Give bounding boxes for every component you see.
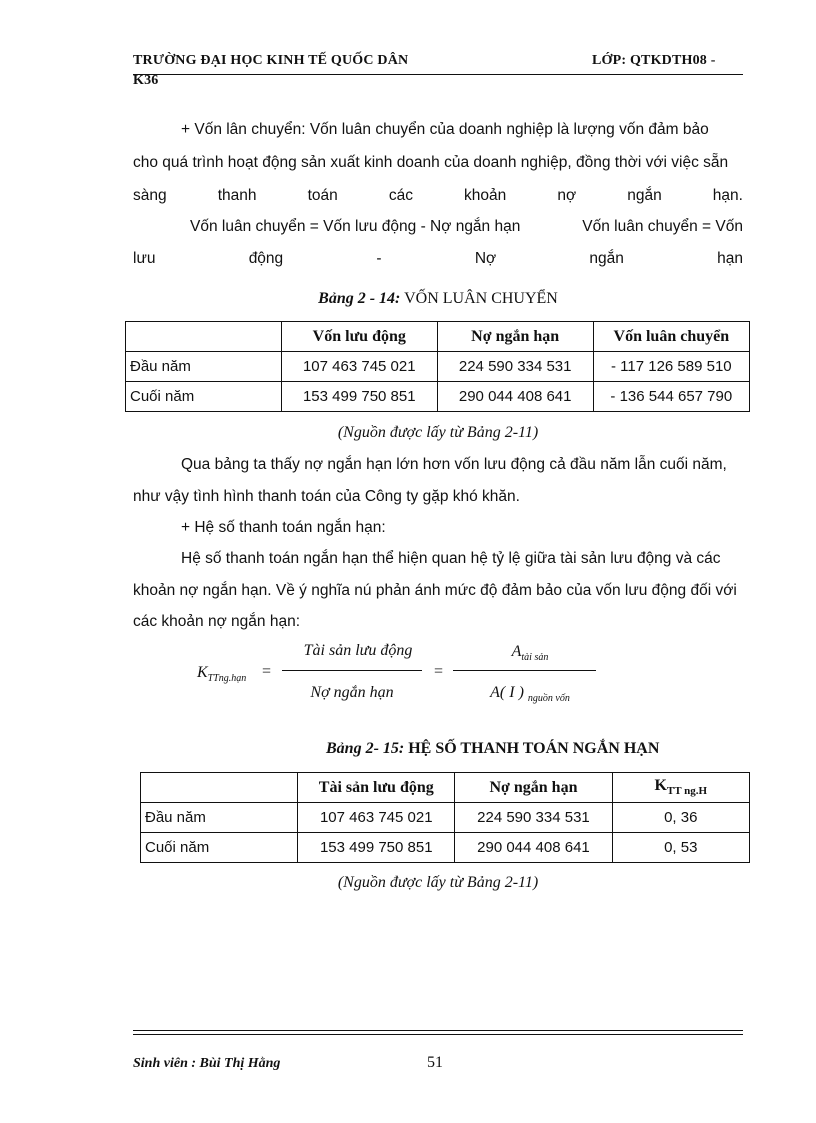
table-row (126, 352, 750, 382)
table-header-cell: Nợ ngắn hạn (437, 322, 593, 352)
table-cell: - 136 544 657 790 (593, 382, 749, 412)
table-liquidity-ratio (140, 772, 750, 863)
header-divider (133, 74, 743, 75)
k-header-sub: TT ng.H (666, 785, 708, 798)
table-header-cell (126, 322, 282, 352)
text-line: + Vốn lân chuyển: Vốn luân chuyển của doanh nghiệp là lượng vốn đảm bảo (181, 121, 709, 138)
table14-caption-title: VỐN LUÂN CHUYỂN (404, 290, 558, 307)
formula-text-a: Vốn luân chuyển = Vốn lưu động - Nợ ngắn hạn (190, 218, 521, 235)
table14-caption (133, 290, 743, 308)
table-cell: 290 044 408 641 (455, 833, 612, 863)
table14-caption-prefix: Bảng 2 - 14: (318, 290, 401, 307)
word: động (248, 250, 284, 267)
formula-lhs-main: K (197, 664, 208, 681)
table15-caption (133, 740, 743, 758)
fraction-bar (282, 670, 422, 671)
table-row (126, 382, 750, 412)
text-line: + Hệ số thanh toán ngắn hạn: (181, 519, 386, 536)
text-line: Qua bảng ta thấy nợ ngắn hạn lớn hơn vốn lưu động cả đầu năm lẫn cuối năm, (181, 456, 727, 473)
formula-den2-sub: nguồn vốn (527, 693, 570, 705)
table-cell: 107 463 745 021 (281, 352, 437, 382)
word: - (376, 250, 382, 267)
table15-source: (Nguồn được lấy từ Bảng 2-11) (337, 874, 539, 891)
table-header-cell: Vốn lưu động (281, 322, 437, 352)
text-line: khoản nợ ngắn hạn. Về ý nghĩa nú phản ánh mức độ đảm bảo của vốn lưu động đối với (133, 582, 737, 599)
table-cell: 0, 36 (612, 803, 749, 833)
formula-numerator-1: Tài sản lưu động (303, 642, 413, 659)
table-cell: Đầu năm (141, 803, 298, 833)
table15-caption-title: HỆ SỐ THANH TOÁN NGẮN HẠN (408, 740, 660, 757)
table-cell: 224 590 334 531 (455, 803, 612, 833)
text-line: Hệ số thanh toán ngắn hạn thể hiện quan hệ tỷ lệ giữa tài sản lưu động và các (181, 550, 721, 567)
table-cell: Cuối năm (141, 833, 298, 863)
k-header-main: K (654, 777, 667, 795)
formula-denominator-2 (460, 684, 600, 704)
text-line: các khoản nợ ngắn hạn: (133, 613, 301, 630)
word: hạn (717, 250, 743, 267)
justified-line (133, 187, 743, 205)
page-number: 51 (427, 1054, 443, 1071)
formula-num2-sub: tài sản (521, 652, 549, 664)
table-cell: 153 499 750 851 (298, 833, 455, 863)
table-cell: 153 499 750 851 (281, 382, 437, 412)
word: toán (307, 187, 338, 204)
footer-rule (133, 1030, 743, 1035)
table-header-cell: Tài sản lưu động (298, 773, 455, 803)
word: khoản (464, 187, 507, 204)
table-cell: Cuối năm (126, 382, 282, 412)
word: thanh (217, 187, 257, 204)
word: Nợ (474, 250, 497, 267)
table-cell: 290 044 408 641 (437, 382, 593, 412)
word: ngắn (589, 250, 624, 267)
table-header-cell (141, 773, 298, 803)
header-class: LỚP: QTKDTH08 - (592, 53, 716, 68)
header-class-suffix: K36 (133, 73, 159, 84)
table-header-cell: Vốn luân chuyển (593, 322, 749, 352)
formula-denominator-1: Nợ ngắn hạn (310, 684, 394, 701)
text-line: cho quá trình hoạt động sản xuất kinh doanh của doanh nghiệp, đồng thời với việc sẵn (133, 154, 729, 171)
formula-numerator-2 (460, 643, 600, 663)
formula-num2-main: A (511, 643, 522, 660)
word: sàng (133, 187, 167, 204)
text-line: như vậy tình hình thanh toán của Công ty gặp khó khăn. (133, 488, 520, 505)
table-cell: 107 463 745 021 (298, 803, 455, 833)
table-header-cell: Nợ ngắn hạn (455, 773, 612, 803)
formula-lhs (197, 664, 246, 684)
formula-lhs-sub: TTng.hạn (207, 673, 247, 685)
formula-text-b: Vốn luân chuyển = Vốn (582, 218, 743, 235)
table-cell: 0, 53 (612, 833, 749, 863)
fraction-bar (453, 670, 596, 671)
word: ngắn (627, 187, 662, 204)
table-cell: 224 590 334 531 (437, 352, 593, 382)
footer-student: Sinh viên : Bùi Thị Hằng (133, 1056, 281, 1071)
table-cell: Đầu năm (126, 352, 282, 382)
table-header-row (141, 773, 750, 803)
table-row (141, 803, 750, 833)
word: lưu (133, 250, 156, 267)
table-row (141, 833, 750, 863)
table15-caption-prefix: Bảng 2- 15: (326, 740, 405, 757)
word: nợ (557, 187, 577, 204)
table-cell: - 117 126 589 510 (593, 352, 749, 382)
word: các (388, 187, 413, 204)
formula-den2-main: A( I ) (490, 684, 524, 701)
formula-equals: = (434, 663, 444, 680)
table-working-capital (125, 321, 750, 412)
formula-equals: = (262, 663, 272, 680)
table-header-cell-k (612, 773, 749, 803)
justified-line (133, 250, 743, 268)
table14-source: (Nguồn được lấy từ Bảng 2-11) (337, 424, 539, 441)
table-header-row (126, 322, 750, 352)
word: hạn. (712, 187, 743, 204)
header-school: TRƯỜNG ĐẠI HỌC KINH TẾ QUỐC DÂN (133, 53, 409, 68)
